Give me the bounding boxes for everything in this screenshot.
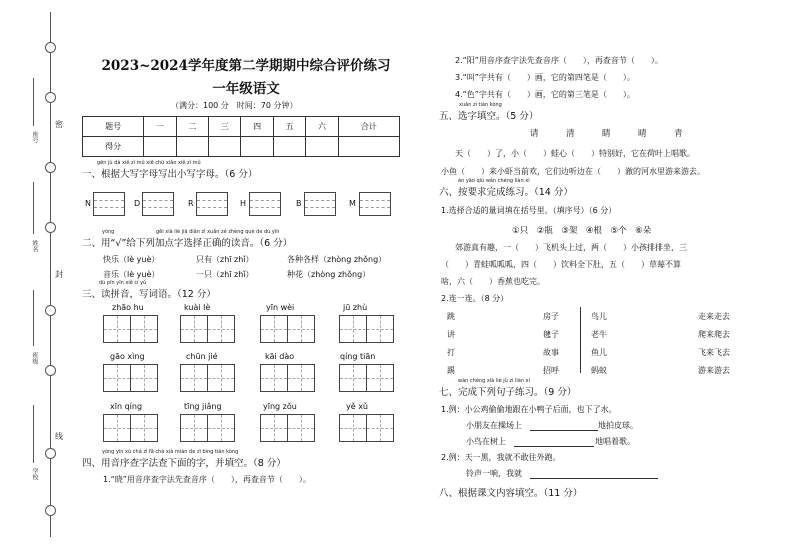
q7-sentence-suffix: 地拍皮球。: [598, 421, 638, 430]
q3-writing-grid[interactable]: [103, 364, 158, 392]
q7-pinyin: wán chéng xià liè jù zi liàn xí: [458, 378, 530, 384]
q7-sentence-suffix: 地唱着歌。: [595, 437, 635, 446]
binding-hole: [45, 92, 56, 103]
q6-paragraph: 郊游真有趣，一（ ）飞机头上过，两（ ）小孩排排坐，三: [455, 243, 687, 252]
q3-writing-grid[interactable]: [260, 315, 315, 343]
q4-pinyin: yòng yīn xù chá zì fǎ chá xià miàn de zì bìng tián kòng: [102, 449, 239, 455]
score-cell: 五: [273, 117, 305, 137]
binding-hole: [45, 365, 56, 376]
q3-heading: 三、读拼音，写词语。（12 分）: [82, 289, 216, 300]
q5-sentence: 天（ ）了，小（ ）蛙心（ ）特别好，它在荷叶上唱歌。: [455, 149, 695, 158]
q3-writing-grid[interactable]: [260, 364, 315, 392]
binding-hole: [45, 162, 56, 173]
q1-answer-box[interactable]: [142, 192, 174, 216]
q5-heading: 五、选字填空。（5 分）: [439, 111, 539, 122]
match-item-object[interactable]: 故事: [543, 348, 559, 357]
q1-heading: 一、根据大写字母写出小写字母。（6 分）: [82, 169, 258, 180]
q3-word-pinyin: xīn qíng: [110, 402, 143, 411]
score-input-cell[interactable]: [241, 137, 273, 157]
match-item-action[interactable]: 游来游去: [698, 366, 730, 375]
score-input-cell[interactable]: [306, 137, 338, 157]
q3-word-pinyin: yīn wèi: [266, 303, 295, 312]
match-item-action[interactable]: 爬来爬去: [698, 330, 730, 339]
score-input-cell[interactable]: [273, 137, 305, 157]
q3-writing-grid[interactable]: [339, 364, 394, 392]
q6-paragraph: （ ）青蛙呱呱呱，四（ ）饮料全下肚，五（ ）草莓不算: [441, 260, 681, 269]
q2-option[interactable]: 只有（zhī zhǐ）: [196, 255, 254, 264]
q6-options: ①只 ②瓶 ③架 ④根 ⑤个 ⑥朵: [512, 226, 652, 236]
match-item-left[interactable]: 跳: [447, 312, 455, 321]
q1-pinyin: gēn jù dà xiě zì mǔ xiě chū xiǎo xiě zì mǔ: [97, 160, 201, 166]
score-input-cell[interactable]: [176, 137, 208, 157]
score-input-cell[interactable]: [338, 137, 399, 157]
q1-letter: B: [296, 199, 302, 208]
score-cell: 二: [176, 117, 208, 137]
match-item-object[interactable]: 招呼: [543, 366, 559, 375]
q7-example: 1.例：小公鸡偷偷地跟在小鸭子后面，也下了水。: [441, 405, 617, 414]
exam-title: 2023~2024学年度第二学期期中综合评价练习: [101, 58, 391, 74]
side-label-school: 学校: [31, 468, 38, 480]
score-input-cell[interactable]: [144, 137, 176, 157]
seal-char-feng: 封: [55, 270, 63, 279]
q2-option[interactable]: 快乐（lè yuè）: [103, 255, 160, 264]
side-fill-line: [33, 182, 34, 234]
q2-option[interactable]: 音乐（lè yuè）: [103, 270, 160, 279]
q3-writing-grid[interactable]: [180, 315, 235, 343]
q7-sentence-prefix: 铃声一响，我就: [466, 469, 522, 478]
match-item-action[interactable]: 走来走去: [698, 312, 730, 321]
q4-heading: 四、用音序查字法查下面的字，并填空。（8 分）: [82, 458, 286, 469]
binding-hole: [45, 305, 56, 316]
q7-example: 2.例：天一黑，我就不敢往外跑。: [441, 453, 561, 462]
score-cell: 一: [144, 117, 176, 137]
q1-answer-box[interactable]: [304, 192, 336, 216]
q1-answer-box[interactable]: [249, 192, 281, 216]
q5-choice: 请: [530, 129, 539, 139]
match-divider: [580, 307, 581, 373]
q3-writing-grid[interactable]: [103, 414, 158, 442]
score-cell: 得分: [83, 137, 144, 157]
q7-sentence-prefix: 小鸟在树上: [466, 437, 506, 446]
q2-option[interactable]: 一只（zhī zhǐ）: [196, 270, 254, 279]
q3-word-pinyin: kuài lè: [184, 303, 211, 312]
score-cell: 题号: [83, 117, 144, 137]
q1-letter: H: [240, 199, 247, 208]
q5-pinyin: xuǎn zì tián kòng: [459, 102, 502, 108]
q1-letter: N: [85, 199, 91, 208]
q7-blank[interactable]: [530, 430, 598, 431]
q4-item: 2.“阳”用音序查字法先查音序（ ），再查音节（ ）。: [455, 56, 663, 65]
q5-choice: 清: [566, 129, 575, 139]
seal-char-mi: 密: [55, 120, 63, 129]
match-item-animal[interactable]: 鸟儿: [591, 312, 607, 321]
q3-word-pinyin: jū zhù: [343, 303, 368, 312]
q3-word-pinyin: tīng jiǎng: [184, 402, 222, 411]
score-cell: 合计: [338, 117, 399, 137]
q8-heading: 八、根据课文内容填空。（11 分）: [439, 488, 583, 499]
side-label-class: 班级: [31, 352, 38, 364]
score-cell: 六: [306, 117, 338, 137]
q3-writing-grid[interactable]: [339, 315, 394, 343]
match-item-animal[interactable]: 蚂蚁: [591, 366, 607, 375]
q5-choice: 青: [674, 129, 683, 139]
side-fill-line: [33, 78, 34, 126]
q3-writing-grid[interactable]: [260, 414, 315, 442]
q2-heading: 二、用“√”给下列加点字选择正确的读音。（6 分）: [82, 238, 293, 249]
q1-letter: D: [134, 199, 141, 208]
q3-word-pinyin: qíng tiān: [340, 352, 376, 361]
match-item-left[interactable]: 讲: [447, 330, 455, 339]
q7-sentence-prefix: 小朋友在操场上: [466, 421, 522, 430]
exam-meta: （满分：100 分 时间：70 分钟）: [171, 101, 298, 110]
match-item-animal[interactable]: 老牛: [591, 330, 607, 339]
q3-word-pinyin: kāi dào: [265, 352, 295, 361]
binding-hole: [45, 448, 56, 459]
q1-answer-box[interactable]: [359, 192, 391, 216]
q3-word-pinyin: gāo xìng: [110, 352, 145, 361]
q4-item: 1.“晓”用音序查字法先查音序（ ），再查音节（ ）。: [103, 475, 311, 484]
side-label-name: 姓名: [31, 240, 38, 252]
match-item-animal[interactable]: 鱼儿: [591, 348, 607, 357]
q1-letter: R: [188, 199, 194, 208]
side-label-seat: 座号: [31, 131, 38, 143]
q5-choice: 晴: [638, 129, 647, 139]
score-cell: 三: [209, 117, 241, 137]
binding-margin: [0, 0, 70, 549]
q6-paragraph: 啥，六（ ）香蕉也吃完。: [441, 277, 545, 286]
q3-word-pinyin: chūn jié: [186, 352, 218, 361]
match-item-object[interactable]: 毽子: [543, 330, 559, 339]
score-table-header-row: [83, 117, 400, 137]
q6-pinyin: àn yāo qiú wán chéng liàn xí: [458, 178, 530, 184]
match-item-left[interactable]: 踢: [447, 366, 455, 375]
score-table: [82, 116, 400, 157]
q6-sub2: 2.连一连。（8 分）: [441, 294, 509, 303]
score-input-cell[interactable]: [209, 137, 241, 157]
q7-blank[interactable]: [514, 446, 594, 447]
q3-writing-grid[interactable]: [180, 414, 235, 442]
q3-writing-grid[interactable]: [339, 414, 394, 442]
q4-item: 4.“色”字共有（ ）画，它的第三笔是（ ）。: [455, 90, 635, 99]
side-fill-line: [33, 405, 34, 463]
score-table-score-row: [83, 137, 400, 157]
side-fill-line: [33, 290, 34, 346]
match-item-left[interactable]: 打: [447, 348, 455, 357]
binding-hole: [45, 42, 56, 53]
q5-choice: 睛: [602, 129, 611, 139]
q1-letter: M: [349, 199, 356, 208]
binding-hole: [45, 505, 56, 516]
q6-heading: 六、按要求完成练习。（14 分）: [439, 187, 573, 198]
match-item-object[interactable]: 房子: [543, 312, 559, 321]
q3-word-pinyin: yīng zǒu: [263, 402, 297, 411]
exam-subtitle: 一年级语文: [212, 81, 280, 97]
q7-blank[interactable]: [530, 478, 658, 479]
q2-option[interactable]: 各种各样（zhòng zhǒng）: [287, 255, 387, 264]
q2-pinyin-yong: yòng: [102, 229, 115, 235]
match-item-action[interactable]: 飞来飞去: [698, 348, 730, 357]
q5-sentence: 小鱼（ ）来小虾当前欢，它们边听边在（ ）澈的河水里游来游去。: [441, 167, 705, 176]
q1-answer-box[interactable]: [93, 192, 125, 216]
q3-writing-grid[interactable]: [103, 315, 158, 343]
q1-answer-box[interactable]: [196, 192, 228, 216]
q3-word-pinyin: zhāo hu: [112, 303, 144, 312]
q2-option[interactable]: 种花（zhòng zhǒng）: [287, 270, 371, 279]
q3-writing-grid[interactable]: [180, 364, 235, 392]
q7-heading: 七、完成下列句子练习。（9 分）: [439, 387, 577, 398]
score-cell: 四: [241, 117, 273, 137]
q4-item: 3.“叫”字共有（ ）画，它的第四笔是（ ）。: [455, 73, 635, 82]
q3-pinyin: dú pīn yīn xiě cí yǔ: [99, 280, 147, 286]
binding-hole: [45, 222, 56, 233]
q3-word-pinyin: yě xǔ: [346, 402, 369, 411]
q2-pinyin: gěi xià liè jiā diǎn zì xuǎn zé zhèng què de dú yīn: [156, 229, 280, 235]
q6-sub1: 1.选择合适的量词填在括号里。（填序号）（6 分）: [441, 206, 617, 215]
seal-char-xian: 线: [55, 432, 63, 441]
